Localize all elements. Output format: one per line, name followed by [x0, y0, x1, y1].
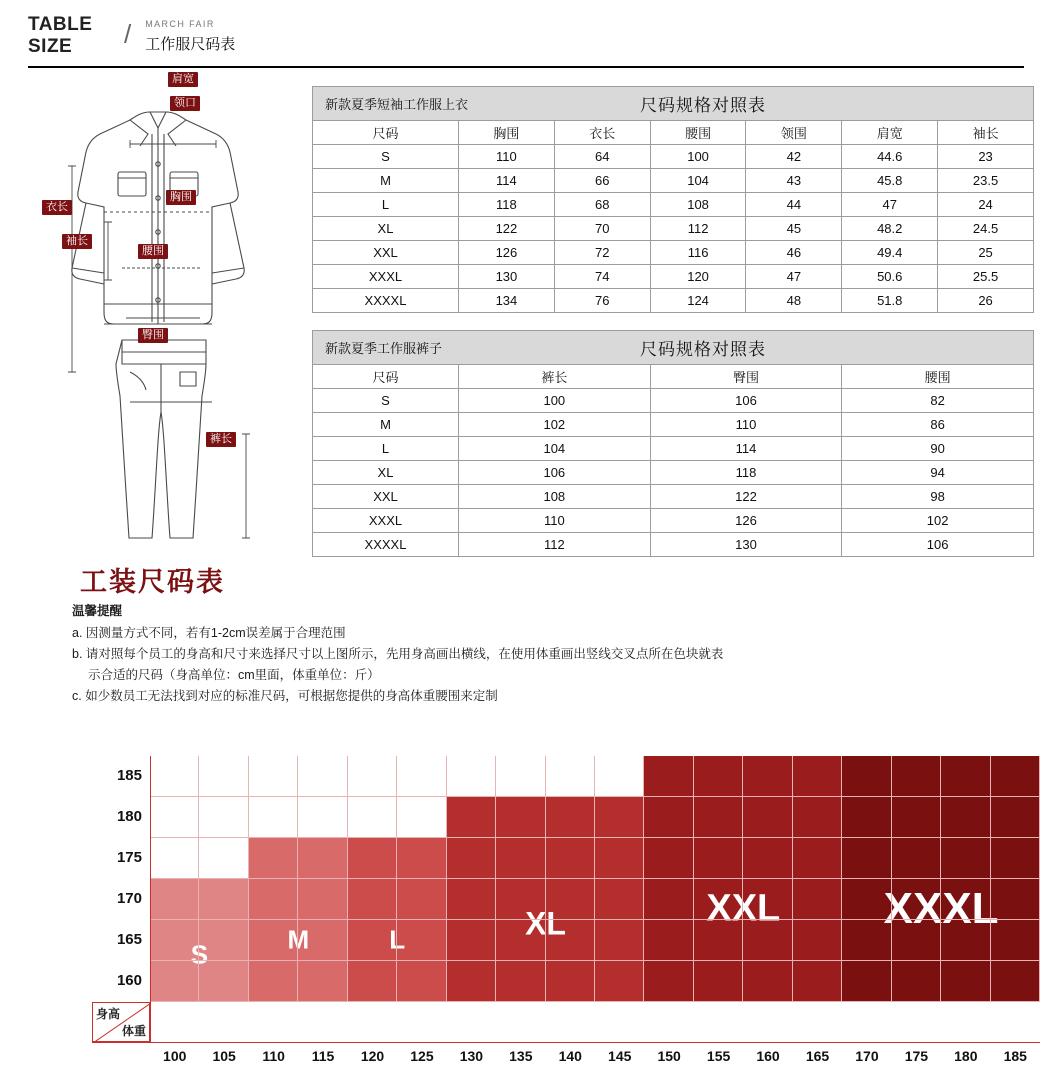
grid-cell — [743, 920, 792, 961]
note-b-line1: b. 请对照每个员工的身高和尺寸来选择尺寸以上图所示，先用身高画出横线，在使用体重画出竖线交叉点所在色块就表 — [72, 647, 724, 661]
grid-cell — [842, 920, 891, 961]
size-block-label: XXL — [706, 887, 781, 930]
grid-cell — [199, 961, 248, 1002]
cell-value: 86 — [842, 413, 1034, 437]
grid-cell — [298, 797, 347, 838]
table-row — [313, 389, 1034, 413]
notes-block — [72, 602, 972, 708]
grid-cell — [793, 961, 842, 1002]
grid-cell — [941, 756, 990, 797]
grid-cell — [496, 797, 545, 838]
cell-value: 112 — [459, 533, 651, 557]
cell-value: 104 — [650, 169, 746, 193]
cell-value: 104 — [459, 437, 651, 461]
y-tick-label: 185 — [116, 766, 142, 784]
y-tick-label: 170 — [116, 889, 142, 907]
cell-value: 130 — [650, 533, 842, 557]
grid-cell — [397, 879, 446, 920]
grid-cell — [793, 920, 842, 961]
grid-cell — [644, 920, 693, 961]
grid-cell — [991, 838, 1040, 879]
grid-cell — [793, 797, 842, 838]
table-row — [313, 169, 1034, 193]
cell-size: L — [313, 437, 459, 461]
chart-xlabel: 体重 — [121, 1024, 146, 1038]
cell-value: 76 — [554, 289, 650, 313]
x-tick-label: 130 — [459, 1048, 484, 1064]
brand-name-en: MARCH FAIR — [145, 18, 215, 29]
cell-value: 23.5 — [938, 169, 1034, 193]
pants-table-title: 尺码规格对照表 — [640, 340, 766, 359]
grid-cell — [150, 797, 199, 838]
illustration-title: 工装尺码表 — [80, 567, 225, 597]
jacket-table-title: 尺码规格对照表 — [640, 96, 766, 115]
brand-name-cn: 工作服尺码表 — [145, 35, 236, 53]
cell-value: 25.5 — [938, 265, 1034, 289]
y-tick-label: 160 — [116, 971, 142, 989]
cell-value: 100 — [459, 389, 651, 413]
grid-cell — [496, 838, 545, 879]
tag-hip: 臀围 — [138, 328, 168, 343]
cell-value: 46 — [746, 241, 842, 265]
grid-cell — [892, 879, 941, 920]
grid-cell — [496, 961, 545, 1002]
pants-size-table — [312, 364, 1034, 557]
cell-value: 45 — [746, 217, 842, 241]
cell-size: XXL — [313, 485, 459, 509]
grid-cell — [199, 838, 248, 879]
jacket-table-header — [312, 86, 1034, 120]
grid-cell — [298, 838, 347, 879]
note-b-line2: 示合适的尺码（身高单位：cm里面，体重单位：斤） — [88, 668, 380, 682]
garment-illustration — [30, 72, 292, 632]
grid-cell — [941, 838, 990, 879]
grid-cell — [941, 920, 990, 961]
grid-cell — [496, 879, 545, 920]
grid-cell — [793, 879, 842, 920]
grid-cell — [397, 920, 446, 961]
cell-value: 44.6 — [842, 145, 938, 169]
cell-size: XXXXL — [313, 289, 459, 313]
grid-cell — [496, 920, 545, 961]
x-tick-label: 175 — [904, 1048, 929, 1064]
col-header: 腰围 — [842, 365, 1034, 389]
grid-cell — [793, 838, 842, 879]
grid-cell — [546, 920, 595, 961]
header-brand-block — [145, 19, 235, 54]
grid-cell — [496, 756, 545, 797]
grid-cell — [150, 756, 199, 797]
cell-value: 26 — [938, 289, 1034, 313]
cell-size: XXXXL — [313, 533, 459, 557]
header-title-line1: TABLE — [28, 14, 93, 35]
grid-cell — [249, 961, 298, 1002]
cell-size: XXXL — [313, 509, 459, 533]
x-tick-label: 125 — [410, 1048, 434, 1064]
cell-size: L — [313, 193, 459, 217]
grid-cell — [842, 797, 891, 838]
grid-cell — [991, 961, 1040, 1002]
cell-value: 64 — [554, 145, 650, 169]
cell-value: 102 — [842, 509, 1034, 533]
grid-cell — [397, 838, 446, 879]
x-tick-label: 180 — [954, 1048, 978, 1064]
x-tick-label: 150 — [657, 1048, 681, 1064]
cell-value: 110 — [459, 509, 651, 533]
table-row — [313, 437, 1034, 461]
table-row — [313, 485, 1034, 509]
cell-value: 106 — [842, 533, 1034, 557]
col-header: 领围 — [746, 121, 842, 145]
grid-cell — [199, 920, 248, 961]
cell-value: 44 — [746, 193, 842, 217]
grid-cell — [546, 961, 595, 1002]
cell-size: XXXL — [313, 265, 459, 289]
cell-value: 112 — [650, 217, 746, 241]
cell-value: 51.8 — [842, 289, 938, 313]
cell-value: 94 — [842, 461, 1034, 485]
cell-value: 126 — [459, 241, 555, 265]
x-tick-label: 120 — [360, 1048, 385, 1064]
cell-value: 106 — [650, 389, 842, 413]
cell-value: 24 — [938, 193, 1034, 217]
grid-cell — [447, 920, 496, 961]
cell-value: 114 — [650, 437, 842, 461]
grid-cell — [150, 838, 199, 879]
cell-value: 118 — [459, 193, 555, 217]
cell-value: 66 — [554, 169, 650, 193]
grid-cell — [842, 879, 891, 920]
note-c: c. 如少数员工无法找到对应的标准尺码，可根据您提供的身高体重腰围来定制 — [72, 689, 498, 703]
grid-cell — [644, 756, 693, 797]
grid-cell — [546, 838, 595, 879]
grid-cell — [743, 797, 792, 838]
grid-cell — [743, 838, 792, 879]
col-header: 衣长 — [554, 121, 650, 145]
grid-cell — [793, 756, 842, 797]
cell-value: 24.5 — [938, 217, 1034, 241]
cell-value: 130 — [459, 265, 555, 289]
grid-cell — [991, 756, 1040, 797]
table-row — [313, 241, 1034, 265]
cell-value: 68 — [554, 193, 650, 217]
page-header — [28, 6, 1024, 68]
cell-value: 124 — [650, 289, 746, 313]
tag-collar: 领口 — [170, 96, 200, 111]
y-tick-label: 180 — [116, 807, 142, 825]
grid-cell — [546, 879, 595, 920]
x-tick-label: 145 — [608, 1048, 632, 1064]
grid-cell — [743, 961, 792, 1002]
table-row — [313, 509, 1034, 533]
col-header: 尺码 — [313, 121, 459, 145]
cell-value: 74 — [554, 265, 650, 289]
cell-value: 47 — [746, 265, 842, 289]
cell-value: 116 — [650, 241, 746, 265]
x-tick-label: 185 — [1003, 1048, 1027, 1064]
grid-cell — [447, 961, 496, 1002]
jacket-table-subtitle: 新款夏季短袖工作服上衣 — [325, 97, 469, 112]
cell-value: 108 — [650, 193, 746, 217]
header-divider-slash: / — [124, 18, 132, 49]
tag-shoulder: 肩宽 — [168, 72, 198, 87]
grid-cell — [941, 879, 990, 920]
cell-size: S — [313, 145, 459, 169]
grid-cell — [150, 961, 199, 1002]
grid-cell — [348, 920, 397, 961]
x-tick-label: 165 — [805, 1048, 830, 1064]
cell-value: 118 — [650, 461, 842, 485]
col-header: 臀围 — [650, 365, 842, 389]
cell-value: 42 — [746, 145, 842, 169]
cell-value: 102 — [459, 413, 651, 437]
cell-value: 120 — [650, 265, 746, 289]
grid-cell — [348, 838, 397, 879]
cell-value: 110 — [650, 413, 842, 437]
size-block-label: M — [287, 924, 310, 955]
cell-value: 47 — [842, 193, 938, 217]
grid-cell — [694, 920, 743, 961]
grid-cell — [199, 879, 248, 920]
x-tick-label: 110 — [262, 1048, 285, 1064]
grid-cell — [892, 961, 941, 1002]
grid-cell — [694, 838, 743, 879]
cell-value: 50.6 — [842, 265, 938, 289]
jacket-size-table — [312, 120, 1034, 313]
y-tick-label: 165 — [116, 930, 142, 948]
grid-cell — [447, 879, 496, 920]
size-block-label: S — [190, 939, 209, 970]
cell-value: 106 — [459, 461, 651, 485]
cell-value: 110 — [459, 145, 555, 169]
col-header: 肩宽 — [842, 121, 938, 145]
grid-cell — [199, 756, 248, 797]
grid-cell — [892, 797, 941, 838]
grid-cell — [743, 879, 792, 920]
grid-cell — [150, 920, 199, 961]
grid-cell — [842, 756, 891, 797]
table-header-row — [313, 121, 1034, 145]
grid-cell — [644, 879, 693, 920]
cell-size: S — [313, 389, 459, 413]
cell-size: XXL — [313, 241, 459, 265]
grid-cell — [941, 961, 990, 1002]
cell-value: 48 — [746, 289, 842, 313]
cell-value: 126 — [650, 509, 842, 533]
pants-table-header — [312, 330, 1034, 364]
cell-value: 72 — [554, 241, 650, 265]
pants-table-subtitle: 新款夏季工作服裤子 — [325, 341, 443, 356]
grid-cell — [743, 756, 792, 797]
grid-cell — [249, 797, 298, 838]
grid-cell — [694, 756, 743, 797]
grid-cell — [941, 797, 990, 838]
pants-size-table-wrapper — [312, 330, 1034, 557]
grid-cell — [298, 961, 347, 1002]
note-a: a. 因测量方式不同，若有1-2cm误差属于合理范围 — [72, 626, 346, 640]
grid-cell — [694, 961, 743, 1002]
col-header: 胸围 — [459, 121, 555, 145]
x-tick-label: 160 — [756, 1048, 780, 1064]
grid-cell — [150, 879, 199, 920]
header-title-block — [28, 14, 120, 58]
grid-cell — [447, 797, 496, 838]
grid-cell — [595, 961, 644, 1002]
grid-cell — [595, 797, 644, 838]
tag-pants-length: 裤长 — [206, 432, 236, 447]
jacket-size-table-wrapper — [312, 86, 1034, 313]
grid-cell — [397, 756, 446, 797]
grid-cell — [991, 797, 1040, 838]
col-header: 尺码 — [313, 365, 459, 389]
size-block-label: L — [389, 924, 406, 955]
cell-value: 108 — [459, 485, 651, 509]
grid-cell — [892, 920, 941, 961]
cell-value: 70 — [554, 217, 650, 241]
header-title-line2: SIZE — [28, 36, 73, 57]
grid-cell — [249, 879, 298, 920]
cell-size: M — [313, 169, 459, 193]
grid-cell — [694, 879, 743, 920]
tag-waist: 腰围 — [138, 244, 168, 259]
table-row — [313, 413, 1034, 437]
cell-value: 122 — [650, 485, 842, 509]
grid-cell — [397, 961, 446, 1002]
garment-drawing — [30, 72, 292, 632]
x-tick-label: 105 — [212, 1048, 236, 1064]
cell-size: XL — [313, 217, 459, 241]
col-header: 腰围 — [650, 121, 746, 145]
cell-value: 114 — [459, 169, 555, 193]
cell-value: 43 — [746, 169, 842, 193]
grid-cell — [348, 961, 397, 1002]
cell-value: 45.8 — [842, 169, 938, 193]
grid-cell — [595, 920, 644, 961]
grid-cell — [249, 756, 298, 797]
tag-sleeve-length: 袖长 — [62, 234, 92, 249]
cell-value: 90 — [842, 437, 1034, 461]
x-tick-label: 115 — [311, 1048, 335, 1064]
cell-value: 23 — [938, 145, 1034, 169]
grid-cell — [644, 797, 693, 838]
chart-axis-corner — [92, 1002, 150, 1042]
x-tick-label: 140 — [558, 1048, 582, 1064]
cell-value: 82 — [842, 389, 1034, 413]
grid-cell — [447, 838, 496, 879]
table-row — [313, 265, 1034, 289]
grid-cell — [348, 879, 397, 920]
grid-cell — [892, 838, 941, 879]
grid-cell — [199, 797, 248, 838]
col-header: 裤长 — [459, 365, 651, 389]
cell-value: 49.4 — [842, 241, 938, 265]
grid-cell — [298, 756, 347, 797]
grid-cell — [397, 797, 446, 838]
size-block-label: XXXL — [883, 883, 999, 933]
grid-cell — [348, 756, 397, 797]
x-tick-label: 135 — [509, 1048, 533, 1064]
cell-value: 100 — [650, 145, 746, 169]
tag-chest: 胸围 — [166, 190, 196, 205]
chart-plot-area — [150, 756, 1040, 1002]
notes-title: 温馨提醒 — [72, 604, 123, 618]
grid-cell — [249, 838, 298, 879]
x-tick-label: 100 — [163, 1048, 187, 1064]
cell-value: 48.2 — [842, 217, 938, 241]
grid-cell — [298, 920, 347, 961]
tag-garment-length: 衣长 — [42, 200, 72, 215]
grid-cell — [595, 838, 644, 879]
cell-value: 25 — [938, 241, 1034, 265]
cell-size: M — [313, 413, 459, 437]
grid-cell — [991, 920, 1040, 961]
table-row — [313, 145, 1034, 169]
height-weight-size-chart — [52, 756, 1042, 1064]
grid-cell — [546, 756, 595, 797]
size-block-label: XL — [525, 905, 566, 942]
grid-cell — [447, 756, 496, 797]
x-tick-label: 170 — [855, 1048, 879, 1064]
grid-cell — [644, 961, 693, 1002]
grid-cell — [298, 879, 347, 920]
table-row — [313, 289, 1034, 313]
cell-value: 98 — [842, 485, 1034, 509]
chart-y-axis — [150, 756, 151, 1042]
grid-cell — [595, 879, 644, 920]
chart-x-axis — [92, 1042, 1040, 1043]
grid-cell — [694, 797, 743, 838]
grid-cell — [991, 879, 1040, 920]
y-tick-label: 175 — [116, 848, 142, 866]
grid-cell — [644, 838, 693, 879]
x-tick-label: 155 — [706, 1048, 731, 1064]
grid-cell — [842, 961, 891, 1002]
table-header-row — [313, 365, 1034, 389]
chart-ylabel: 身高 — [96, 1007, 121, 1021]
table-row — [313, 461, 1034, 485]
grid-cell — [249, 920, 298, 961]
grid-cell — [348, 797, 397, 838]
cell-value: 122 — [459, 217, 555, 241]
cell-size: XL — [313, 461, 459, 485]
cell-value: 134 — [459, 289, 555, 313]
grid-cell — [842, 838, 891, 879]
grid-cell — [595, 756, 644, 797]
grid-cell — [546, 797, 595, 838]
table-row — [313, 217, 1034, 241]
table-row — [313, 193, 1034, 217]
table-row — [313, 533, 1034, 557]
grid-cell — [892, 756, 941, 797]
col-header: 袖长 — [938, 121, 1034, 145]
